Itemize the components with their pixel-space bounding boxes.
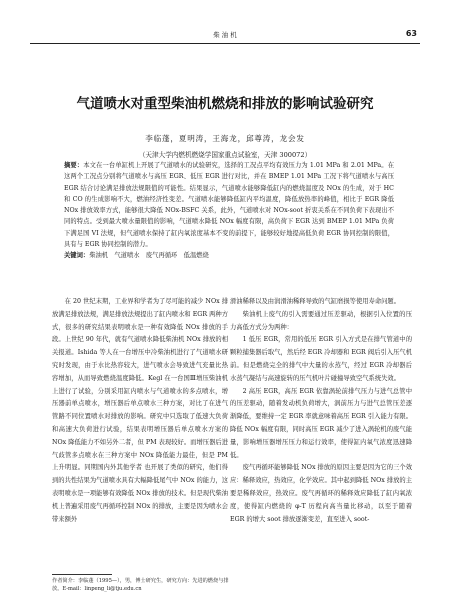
running-title: 柴 油 机 [213,31,237,39]
paper-title: 气道喷水对重型柴油机燃烧和排放的影响试验研究 [76,96,374,112]
authors: 李临蓬，夏明涛，王海龙，邱尊涛，龙会发 [145,134,305,143]
keywords [64,250,394,261]
footnote-rule [52,574,112,575]
abstract-label: 摘要： [64,162,84,169]
abstract-text: 本文在一台单缸机上开展了气道喷水的试验研究，选择的工况点平均有效压力为 1.01 MPa 和 2.01 MPa。在这两个工况点分别将气道喷水与高压 EGR、低压 EGR 进行对比，并在 BMEP 1.01 MPa 工况下将气道喷水与高压 EGR 结合讨论满足排放法规限值的可能性。结果显示，气道喷水能够降低缸内的燃烧温度及 NOx 的生成，对于 HC 和 CO 的生成影响不大，燃油经济性变差。气道喷水能够降低缸内平均温度，降低放热率的峰值，相比于 EGR 降低 NOx 排放效率方式，能够很大降低 NOx-BSFC 关系，此外，气道喷水对 NOx-soot 折衷关系在不同负荷下表现出不同的特点。受到最大喷水量限值的影响，气道喷水降低 NOx 幅度有限，高负荷下 EGR 达到 BMEP 1.01 MPa 负荷下满足国 VI 法规，但气道喷水保持了缸内氧浓度基本不变的前提下，能够较好地提高低负荷 EGR 协同控制的限值，具有与 EGR 协同控制的潜力。 [64,162,394,249]
keywords-label: 关键词： [64,252,90,260]
left-column [52,296,228,526]
paragraph: 柴油机上废气的引入需要通过压差驱动，根据引入位置的压力高低方式分为两种： [230,310,412,331]
affiliation: （天津大学内燃机燃烧学国家重点试验室，天津 300072） [138,151,312,159]
paragraph: 在 20 世纪末期，工业界和学者为了尽可能的减少 NOx 排放满足排放法规，满足排放法规提出了缸内喷水和 EGR 两种方式，很多的研究结果表明喷水是一种有效降低 NOx 排放的手段。上世纪 90 年代，就有气道喷水降低柴油机 NOx 排放的相关报道。Ishida 等人在一台增压中冷柴油机进行了气道喷水研究时发现，由于水比热容较大，进气喷水会导致进气充量比热容增加，从而导致燃烧温度降低。Kegl 在一台国Ⅲ增压柴油机上进行了试验，分别采用缸内喷水与气道喷水的多点喷水，增压器前单点喷水，增压器后单点喷水三种方案，对比了在进气管路不同位置喷水对排放的影响。研究中只选取了低速大负荷和高速大负荷进行试验，结果表明增压器后单点喷水方案的 NOx 降低能力不如另外二者，但 PM 表现较好。而增压器后进气歧管多点喷水在三种方案中 NOx 降低能力最佳，但是 PM 上升明显。同期国内外其他学者 也开展了类似的研究，他们得到的共性结果为气道喷水具有大幅降低尾气中 NOx 的能力，这表明喷水是一项能够有效降低 NOx 排放的技术。但是现代柴油机上普遍采用废气再循环控制 NOx 的排放，主要是因为喷水会带来额外 [52,298,228,523]
paragraph: 滑油稀释以及由润滑油稀释导致的气缸磨损等使用寿命问题。 [230,298,401,305]
page-number: 63 [405,29,417,38]
footnote: 作者简介：李临蓬（1995—），男，博士研究生，研究方向：先进的燃烧与排放。E-mail：linpeng_li@tju.edu.cn [52,578,229,592]
paragraph: 2 高压 EGR，高压 EGR 依靠涡轮前排气压力与进气总管中的压差驱动，随着发动机负荷增大，涡前压力与进气总管压差逐渐降低，要维持一定 EGR 率就意味着高压 EGR 引入能力有限。降低 NOx 幅度有限，同时高压 EGR 减少了进入涡轮机的废气能量，影响增压器增压压力和运行效率，使得缸内氧气浓度迅速降低。 [230,387,412,459]
abstract [64,160,394,262]
keywords-text: 柴油机 气道喷水 废气再循环 低温燃烧 [89,252,209,260]
paragraph: 1 低压 EGR，常用的低压 EGR 引入方式是在排气管道中的颗粒捕集器后取气，然后经 EGR 冷却器和 EGR 阀后引入压气机前。但是燃烧完全的排气中大量的水蒸气，经过 EGR 冷却器后水蒸气凝结与高速旋转的压气机叶片碰撞导致空气系统失效。 [230,336,412,382]
paragraph: 废气再循环能够降低 NOx 排放的原因主要是因为它的三个效应：稀释效应，热效应，化学效应。其中起到降低 NOx 排放的主要是稀释效应，热效应。废气再循环的稀释效应降低了缸内氧浓度，使得缸内燃烧的 φ-T 历程向高当量比移动，以至于随着 EGR 的增大 soot 排放逐渐变差，直至进入 soot- [230,464,412,523]
right-column [230,296,412,526]
page-header [30,30,420,44]
